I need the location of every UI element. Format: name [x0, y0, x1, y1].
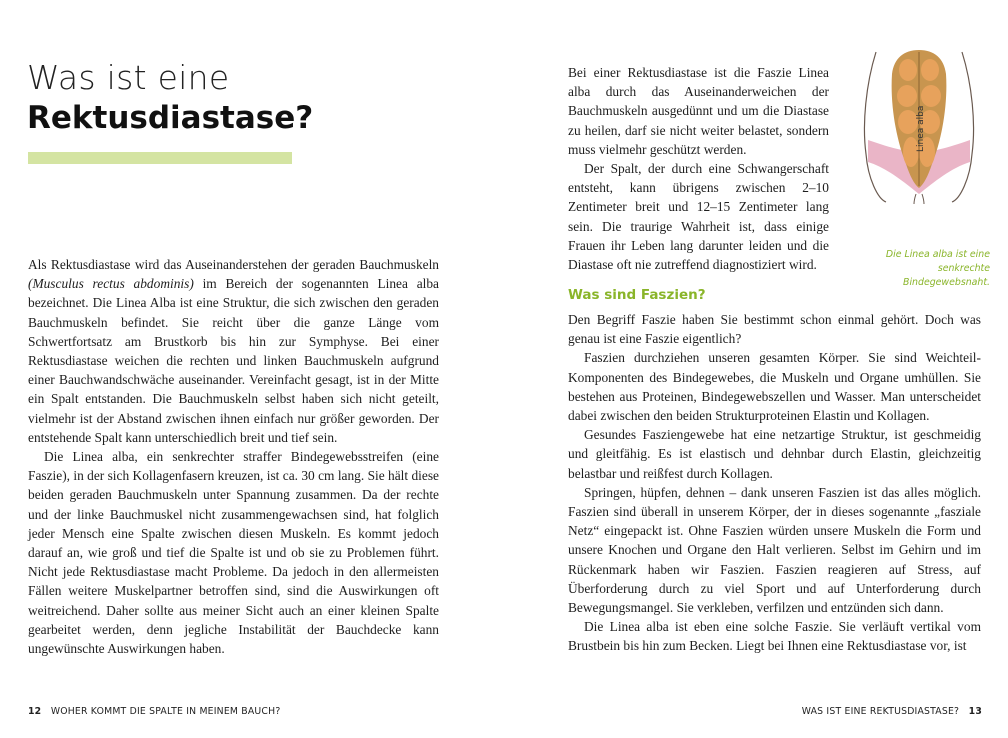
left-body-column — [28, 255, 439, 658]
right-paragraph-2: Faszien durchziehen unseren gesamten Körper. Sie sind Weichteil-Komponenten des Bindegewebes, die Muskeln und Organe umhüllen. Sie bestehen aus Proteinen, Bindegewebszellen und Wasser. Man unterscheidet dabei zwischen den beiden Strukturproteinen Elastin und Kollagen. — [568, 350, 981, 424]
right-body-column — [568, 310, 981, 656]
page-title-line1: Was ist eine — [27, 58, 230, 97]
page-number-left: 12 — [28, 706, 42, 717]
running-head-left: WOHER KOMMT DIE SPALTE IN MEINEM BAUCH? — [50, 706, 281, 717]
page-title-line2: Rektusdiastase? — [27, 100, 314, 136]
right-intro-paragraph-1: Bei einer Rektusdiastase ist die Faszie Linea alba durch das Auseinanderweichen der Bauchmuskeln ausgedünnt und um die Diastase zu heilen, darf sie nicht weiter belastet, sondern muss vielmehr geschützt werden. — [568, 65, 829, 157]
right-paragraph-1: Den Begriff Faszie haben Sie bestimmt schon einmal gehört. Doch was genau ist eine Faszie eigentlich? — [568, 312, 981, 347]
section-heading: Was sind Faszien? — [568, 287, 706, 303]
right-paragraph-3: Gesundes Fasziengewebe hat eine netzartige Struktur, ist geschmeidig und gleitfähig. Es ist elastisch und dehnbar durch Elastin, gleichzeitig belastbar und reißfest durch Kollagen. — [568, 427, 981, 481]
paragraph-text: im Bereich der sogenannten Linea alba bezeichnet. Die Linea Alba ist eine Struktur, die sich zwischen den geraden Bauchmuskeln befindet. Sie reicht über die ganze Länge vom Schwertfortsatz am Brustkorb bis hin zur Symphyse. Bei einer Rektusdiastase weichen die rechten und linken Bauchmuskeln aufgrund einer Bauchwandschwäche auseinander. Vereinfacht gesagt, ist in der Mitte ein Spalt entstanden. Die Bauchmuskeln selbst haben sich nicht geteilt, vielmehr ist der Abstand zwischen ihnen einfach nur größer geworden. Der entstehende Spalt kann unterschiedlich breit und tief sein. — [28, 276, 439, 445]
latin-term: (Musculus rectus abdominis) — [28, 276, 194, 292]
right-footer — [802, 706, 982, 717]
left-footer — [28, 706, 280, 717]
running-head-right: WAS IST EINE REKTUSDIASTASE? — [801, 706, 960, 717]
right-paragraph-4: Springen, hüpfen, dehnen – dank unseren Faszien ist das alles möglich. Faszien sind überall in unserem Körper, der in dieses sogenannte „fasziale Netz“ eingepackt ist. Ohne Faszien würden unsere Muskeln die Form und unsere Knochen und Organe den Halt verlieren. Selbst im Gehirn und im Rückenmark haben wir Faszien. Faszien reagieren auf Stress, auf Überforderung durch zu viel Sport und auf Unterforderung durch Bewegungsmangel. Sie verkleben, verfilzen und entzünden sich dann. — [568, 484, 981, 616]
right-paragraph-5: Die Linea alba ist eben eine solche Faszie. Sie verläuft vertikal vom Brustbein bis hin zum Becken. Liegt bei Ihnen eine Rektusdiastase vor, ist — [568, 619, 981, 654]
linea-alba-label: Linea alba — [916, 105, 926, 152]
paragraph-text: Als Rektusdiastase wird das Auseinanderstehen der geraden Bauchmuskeln — [28, 257, 439, 272]
right-intro-column — [568, 63, 829, 274]
illustration-caption: Die Linea alba ist eine senkrechte Bindegewebsnaht. — [885, 249, 990, 288]
right-intro-paragraph-2: Der Spalt, der durch eine Schwangerschaft entsteht, kann übrigens zwischen 2–10 Zentimeter breit und 12–15 Zentimeter lang sein. Die traurige Wahrheit ist, dass einige Frauen ihr Leben lang darunter leiden und die Diastase oft nie zutreffend diagnostiziert wird. — [568, 161, 829, 273]
left-paragraph-2: Die Linea alba, ein senkrechter straffer Bindegewebsstreifen (eine Faszie), in der sich Kollagenfasern kreuzen, ist ca. 30 cm lang. Sie hält diese beiden geraden Bauchmuskeln unter Spannung zusammen. Da der rechte und der linke Bauchmuskel nicht zusammengewachsen sind, hat folglich jeder Mensch eine Spalte zwischen diesen Muskeln. Es kommt jedoch darauf an, wie groß und tief die Spalte ist und ob sie zu Problemen führt. Nicht jede Rektusdiastase macht Probleme. Da jedoch in den allermeisten Fällen weitere Muskelpartner betroffen sind, sind die Auswirkungen oft weitreichend. Daher sollte aus meiner Sicht auch an einer kleinen Spalte gearbeitet werden, denn jegliche Instabilität der Bauchdecke kann ungewünschte Auswirkungen haben. — [28, 449, 439, 657]
title-accent-bar — [28, 152, 292, 164]
page-number-right: 13 — [968, 706, 982, 717]
abdomen-illustration — [856, 44, 982, 209]
right-page — [504, 0, 1008, 738]
left-paragraph-1 — [28, 255, 439, 447]
